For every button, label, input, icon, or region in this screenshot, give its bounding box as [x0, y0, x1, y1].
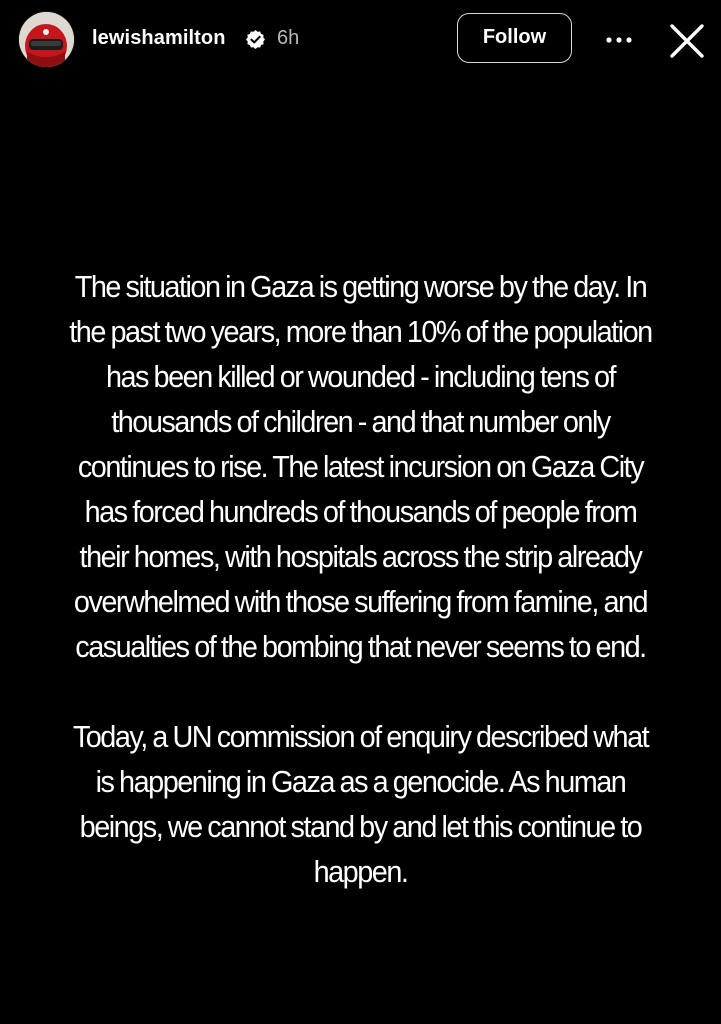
- follow-button[interactable]: Follow: [457, 13, 572, 63]
- post-timestamp: 6h: [277, 27, 300, 49]
- verified-badge-icon: [245, 29, 266, 50]
- close-icon[interactable]: [666, 20, 708, 62]
- story-header: [0, 0, 721, 80]
- profile-avatar[interactable]: [19, 12, 74, 67]
- more-options-icon[interactable]: [601, 26, 637, 54]
- story-text: [62, 264, 658, 894]
- story-paragraph-1: The situation in Gaza is getting worse by the day. In the past two years, more than 10% of the population has been killed or wounded - including tens of thousands of children - and that number only continues to rise. The latest incursion on Gaza City has forced hundreds of thousands of people from their homes, with hospitals across the strip already overwhelmed with those suffering from famine, and casualties of the bombing that never seems to end.: [69, 269, 652, 664]
- avatar-image: [19, 12, 74, 67]
- story-paragraph-2: Today, a UN commission of enquiry described what is happening in Gaza as a genocide. As human beings, we cannot stand by and let this continue to happen.: [72, 719, 649, 889]
- username[interactable]: lewishamilton: [92, 27, 226, 49]
- paragraph-spacer: [62, 669, 658, 714]
